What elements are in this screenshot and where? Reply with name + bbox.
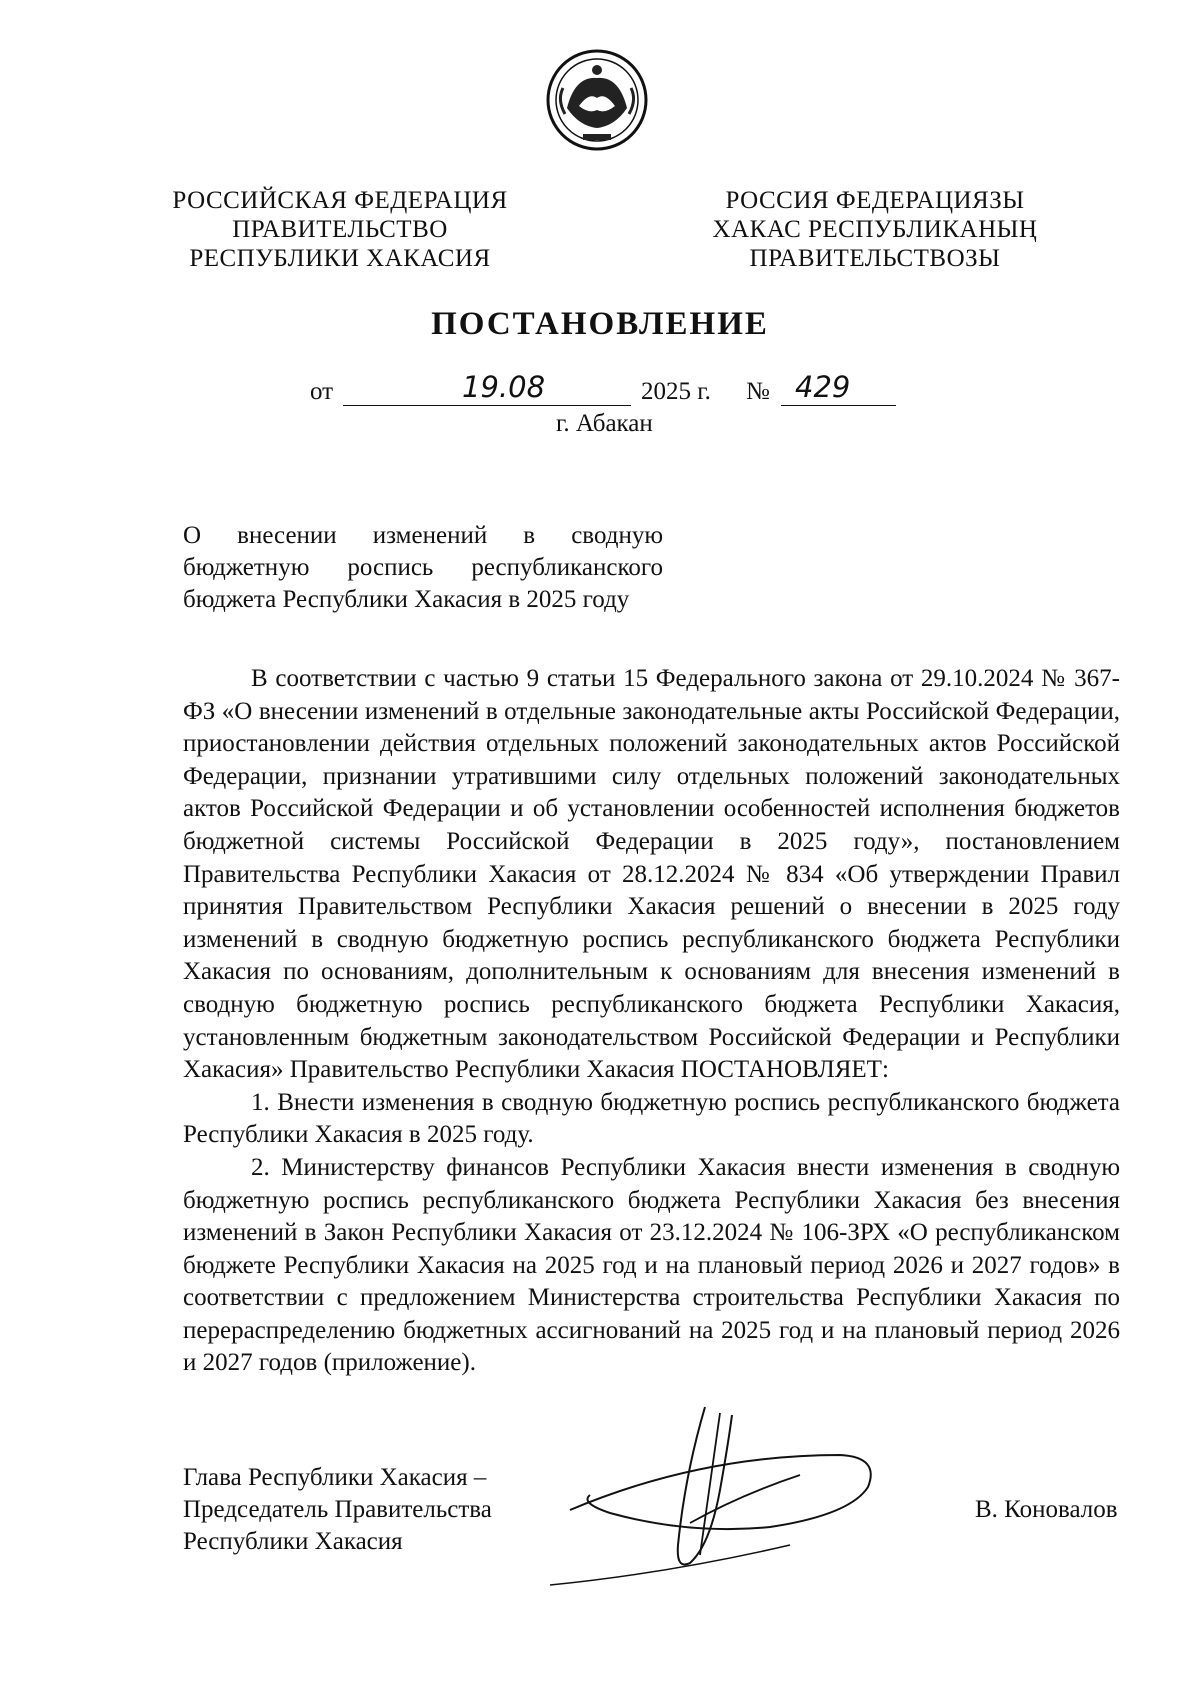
subject-line: О внесении изменений в сводную: [183, 522, 663, 549]
date-year: 2025 г.: [641, 378, 711, 405]
header-right-line: ХАКАС РЕСПУБЛИКАНЫҢ: [712, 216, 1038, 243]
header-left-line: ПРАВИТЕЛЬСТВО: [232, 216, 448, 243]
header-left: [150, 186, 530, 273]
subject-line: бюджетную роспись республиканского: [183, 554, 663, 581]
header-right: [690, 186, 1060, 273]
header-right-line: ПРАВИТЕЛЬСТВОЗЫ: [749, 245, 1001, 272]
signatory-title-line: Республики Хакасия: [183, 1528, 403, 1555]
header-left-line: РЕСПУБЛИКИ ХАКАСИЯ: [189, 245, 491, 272]
body-paragraph: 1. Внести изменения в сводную бюджетную роспись республиканского бюджета Республики Хакасия в 2025 году.: [183, 1088, 1120, 1149]
date-line: [0, 370, 1200, 412]
document-subject: [183, 520, 663, 616]
document-body: [183, 663, 1120, 1380]
date-handwritten: 19.08: [462, 370, 546, 404]
signatory-title-line: Глава Республики Хакасия –: [183, 1464, 487, 1491]
header-left-line: РОССИЙСКАЯ ФЕДЕРАЦИЯ: [172, 187, 508, 214]
handwritten-signature: [550, 1395, 930, 1605]
number-handwritten: 429: [795, 370, 851, 404]
document-title: ПОСТАНОВЛЕНИЕ: [431, 306, 769, 342]
body-paragraph: В соответствии с частью 9 статьи 15 Федерального закона от 29.10.2024 № 367-ФЗ «О внесении изменений в отдельные законодательные акты Российской Федерации, приостановлении действия отдельных положений законодательных актов Российской Федерации, признании утратившими силу отдельных положений законодательных актов Российской Федерации и об установлении особенностей исполнения бюджетов бюджетной системы Российской Федерации в 2025 году», постановлением Правительства Республики Хакасия от 28.12.2024 № 834 «Об утверждении Правил принятия Правительством Республики Хакасия решений о внесении в 2025 году изменений в сводную бюджетную роспись республиканского бюджета Республики Хакасия по основаниям, дополнительным к основаниям для внесения изменений в сводную бюджетную роспись республиканского бюджета Республики Хакасия, установленным бюджетным законодательством Российской Федерации и Республики Хакасия» Правительство Республики Хакасия ПОСТАНОВЛЯЕТ:: [183, 665, 1120, 1084]
number-underline: [781, 405, 896, 406]
signatory-name: В. Коновалов: [975, 1496, 1118, 1523]
city-name: г. Абакан: [556, 410, 653, 437]
body-paragraph: 2. Министерству финансов Республики Хакасия внести изменения в сводную бюджетную роспись республиканского бюджета Республики Хакасия без внесения изменений в Закон Республики Хакасия от 23.12.2024 № 106-ЗРХ «О республиканском бюджете Республики Хакасия на 2025 год и на плановый период 2026 и 2027 годов» в соответствии с предложением Министерства строительства Республики Хакасия по перераспределению бюджетных ассигнований на 2025 год и на плановый период 2026 и 2027 годов (приложение).: [183, 1153, 1120, 1377]
date-prefix: от: [310, 378, 334, 405]
subject-line: бюджета Республики Хакасия в 2025 году: [183, 586, 630, 613]
signatory-title: [183, 1462, 492, 1558]
header-right-line: РОССИЯ ФЕДЕРАЦИЯЗЫ: [725, 187, 1025, 214]
coat-of-arms-emblem: [545, 48, 649, 152]
number-sign: №: [746, 378, 770, 405]
date-underline: [343, 405, 631, 406]
signatory-title-line: Председатель Правительства: [183, 1496, 492, 1523]
